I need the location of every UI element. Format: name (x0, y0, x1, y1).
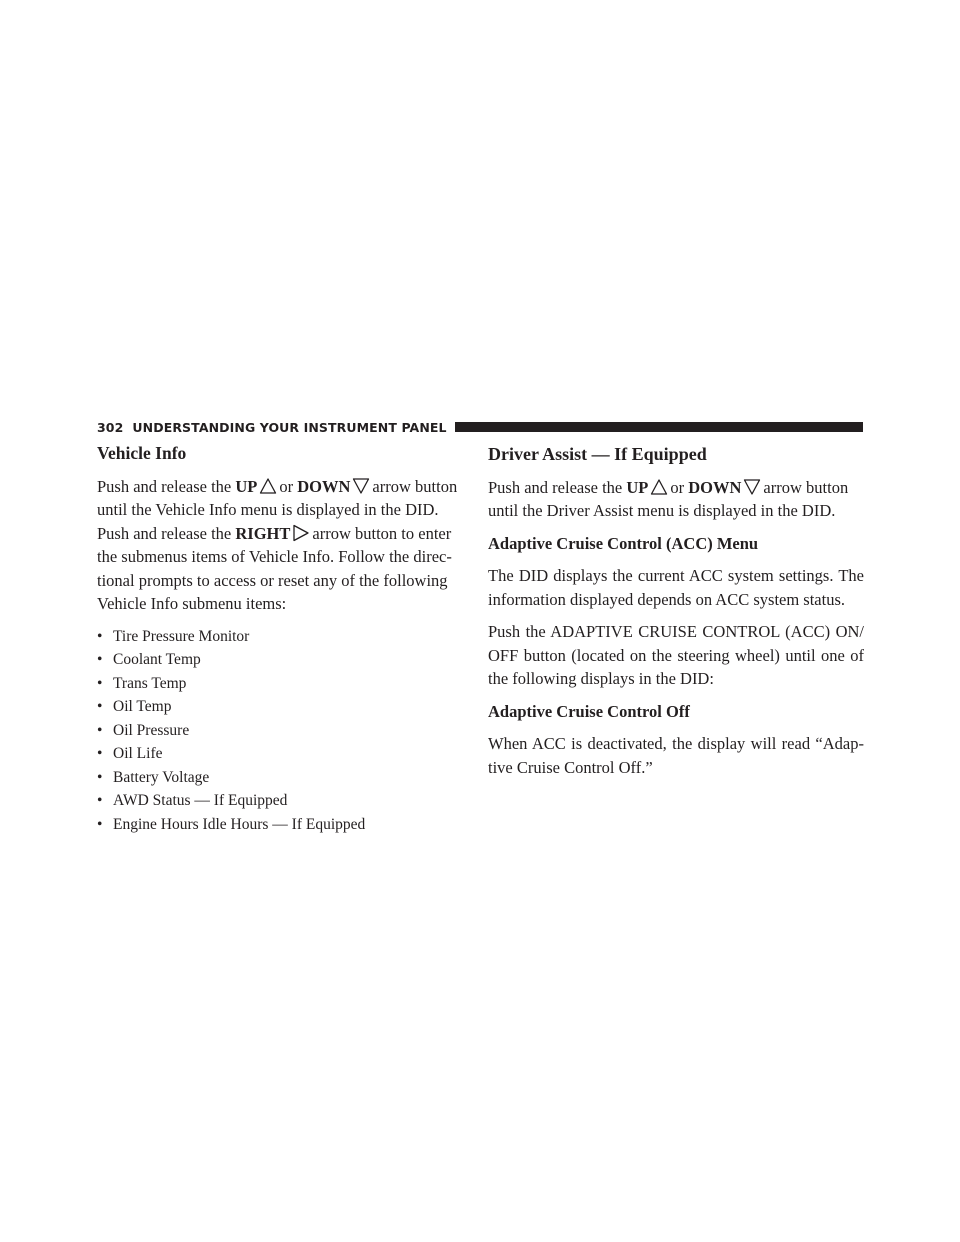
header-rule (455, 422, 863, 432)
down-label: DOWN (297, 476, 351, 496)
acc-off-paragraph: When ACC is deactivated, the display will read “Adap- tive Cruise Control Off.” (488, 734, 864, 777)
driver-assist-paragraph: Push and release the UP or DOWN arrow button until the Driver Assist menu is displayed in the DID. (488, 477, 849, 520)
list-item: • Oil Life (97, 745, 163, 762)
acc-push-paragraph: Push the ADAPTIVE CRUISE CONTROL (ACC) ON/ OFF button (located on the steering wheel) until one of the following displays in the DID: (488, 622, 864, 688)
list-item: • Battery Voltage (97, 768, 210, 786)
acc-menu-subheading: Adaptive Cruise Control (ACC) Menu (488, 533, 759, 553)
up-arrow-icon (259, 477, 277, 495)
right-column (488, 442, 864, 788)
driver-assist-heading: Driver Assist — If Equipped (488, 444, 707, 464)
page-number: 302 (97, 419, 124, 435)
list-item: • Tire Pressure Monitor (97, 627, 250, 645)
up-label: UP (235, 476, 258, 496)
acc-off-subheading: Adaptive Cruise Control Off (488, 701, 690, 721)
section-title: UNDERSTANDING YOUR INSTRUMENT PANEL (132, 419, 447, 435)
list-item: • Coolant Temp (97, 651, 201, 668)
left-column (97, 442, 463, 836)
up-arrow-icon (650, 478, 668, 496)
up-label: UP (626, 477, 649, 497)
right-arrow-icon (292, 524, 310, 542)
list-item: • AWD Status — If Equipped (97, 792, 288, 809)
down-label: DOWN (688, 477, 742, 497)
page-header (97, 416, 863, 438)
vehicle-info-submenu-list (97, 625, 463, 837)
vehicle-info-paragraph: Push and release the UP or DOWN arrow button until the Vehicle Info menu is displayed in the DID. Push and release the RIGHT arrow button to enter the submenus items of Vehicle Info. Follow the direc- tional prompts to access or reset any of the following Vehicle Info submenu items: (97, 476, 458, 613)
down-arrow-icon (743, 478, 761, 496)
right-label: RIGHT (235, 523, 291, 543)
acc-menu-paragraph: The DID displays the current ACC system settings. The information displayed depends on ACC system status. (488, 566, 864, 609)
list-item: • Trans Temp (97, 674, 187, 692)
down-arrow-icon (352, 477, 370, 495)
vehicle-info-heading: Vehicle Info (97, 443, 187, 463)
list-item: • Oil Pressure (97, 721, 190, 739)
list-item: • Engine Hours Idle Hours — If Equipped (97, 815, 366, 833)
list-item: • Oil Temp (97, 698, 172, 715)
